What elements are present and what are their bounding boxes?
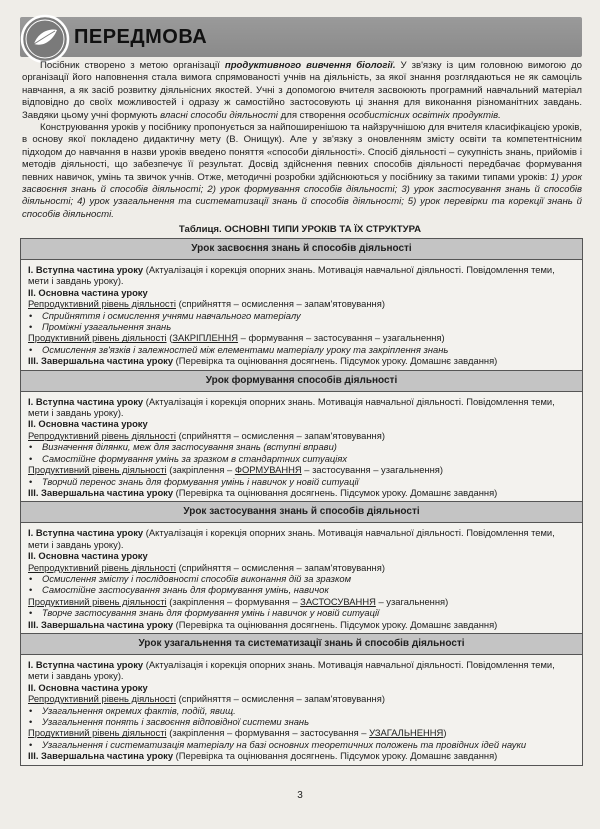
- part3-text: (Перевірка та оцінювання досягнень. Підсумок уроку. Домашнє завдання): [173, 750, 498, 762]
- part1-text: (Актуалізація і корекція опорних знань. Мотивація навчальної діяльності. Повідомлення теми, мети і завдань уроку).: [28, 395, 555, 419]
- section-body: [21, 260, 582, 370]
- prod-text: (закріплення –: [166, 464, 235, 476]
- repro-label: Репродуктивний рівень діяльності: [28, 429, 176, 441]
- list-item: • Узагальнення і систематизація матеріалу на базі основних теоретичних положень та провідних ідей науки: [28, 739, 575, 750]
- part3-row: [28, 487, 575, 498]
- part3-text: (Перевірка та оцінювання досягнень. Підсумок уроку. Домашнє завдання): [173, 486, 498, 498]
- table-caption: Таблиця. ОСНОВНІ ТИПИ УРОКІВ ТА ЇХ СТРУКТУРА: [178, 224, 422, 235]
- list-item: • Творче застосування знань для формування умінь і навичок у новій ситуації: [28, 607, 575, 618]
- list-item: • Осмислення змісту і послідовності способів виконання дій за зразком: [28, 573, 575, 584]
- text-run: для створення: [277, 109, 349, 121]
- part1-row: [28, 264, 575, 287]
- list-item: • Творчий перенос знань для формування умінь і навичок у новій ситуації: [28, 476, 575, 487]
- part1-label: I. Вступна частина уроку: [28, 264, 144, 275]
- text-run-emphasis: 1) урок засвоєння знань й способів діяльності; 2) урок формування способів діяльності; 3) урок застосування знань й способів діяльності; 4) урок узагальнення та систематизації знань й способів діяльності; 5) урок перевірки та корекції знань й способів діяльності.: [22, 171, 582, 220]
- prod-emphasis: ЗАКРІПЛЕННЯ: [172, 332, 239, 344]
- part1-label: I. Вступна частина уроку: [28, 527, 144, 539]
- part1-row: [28, 659, 575, 682]
- part2-label: II. Основна частина уроку: [28, 418, 148, 430]
- repro-row: [28, 298, 575, 309]
- list-item: • Сприйняття і осмислення учнями навчального матеріалу: [28, 310, 575, 321]
- text-run-emphasis: особистісних освітніх продуктів.: [348, 109, 501, 121]
- intro-paragraph: [22, 60, 582, 122]
- list-item: • Узагальнення понять і засвоєння відповідної системи знань: [28, 716, 575, 727]
- part3-row: [28, 355, 575, 366]
- part1-row: [28, 527, 575, 550]
- prod-text: (закріплення – формування –: [166, 595, 301, 607]
- prod-label: Продуктивний рівень діяльності: [28, 595, 167, 607]
- prod-label: Продуктивний рівень діяльності: [28, 464, 167, 476]
- section-header: Урок застосування знань й способів діяльності: [21, 501, 582, 523]
- text-run-emphasis: продуктивного вивчення біології.: [224, 60, 396, 71]
- text-run: Посібник створено з метою організації: [40, 60, 225, 71]
- repro-row: [28, 693, 575, 704]
- repro-text: (сприйняття – осмислення – запам'ятовування): [175, 429, 385, 441]
- prod-text: (: [166, 332, 173, 344]
- prod-emphasis: ФОРМУВАННЯ: [234, 464, 302, 476]
- prod-label: Продуктивний рівень діяльності: [28, 332, 167, 344]
- part2-label: II. Основна частина уроку: [28, 286, 148, 298]
- prod-row: [28, 596, 575, 607]
- page-number: 3: [297, 790, 303, 801]
- list-item: • Самостійне застосування знань для формування умінь, навичок: [28, 584, 575, 595]
- list-item: • Визначення ділянки, меж для застосування знань (вступні вправи): [28, 441, 575, 452]
- prod-row: [28, 727, 575, 738]
- repro-text: (сприйняття – осмислення – запам'ятовування): [175, 298, 385, 310]
- prod-text: – узагальнення): [375, 595, 449, 607]
- list-item: • Осмислення зв'язків і залежностей між елементами матеріалу уроку та закріплення знань: [28, 344, 575, 355]
- prod-emphasis: УЗАГАЛЬНЕННЯ: [369, 727, 444, 739]
- prod-text: ): [443, 727, 447, 739]
- prod-emphasis: ЗАСТОСУВАННЯ: [300, 595, 376, 607]
- part1-label: I. Вступна частина уроку: [28, 395, 144, 407]
- repro-label: Репродуктивний рівень діяльності: [28, 561, 176, 573]
- part1-row: [28, 396, 575, 419]
- list-item: • Самостійне формування умінь за зразком в стандартних ситуаціях: [28, 453, 575, 464]
- part2-label: II. Основна частина уроку: [28, 681, 148, 693]
- part3-row: [28, 750, 575, 761]
- prod-text: – застосування – узагальнення): [301, 464, 443, 476]
- part3-row: [28, 619, 575, 630]
- prod-row: [28, 332, 575, 343]
- repro-label: Репродуктивний рівень діяльності: [28, 693, 176, 705]
- prod-text: (закріплення – формування – застосування –: [166, 727, 370, 739]
- repro-text: (сприйняття – осмислення – запам'ятовування): [175, 693, 385, 705]
- intro-paragraph: [22, 122, 582, 221]
- section-header: Урок формування способів діяльності: [21, 370, 582, 392]
- section-header: Урок засвоєння знань й способів діяльності: [21, 239, 582, 260]
- leaf-logo-icon: [20, 14, 70, 64]
- repro-label: Репродуктивний рівень діяльності: [28, 298, 176, 310]
- repro-text: (сприйняття – осмислення – запам'ятовування): [175, 561, 385, 573]
- part3-label: III. Завершальна частина уроку: [28, 750, 174, 762]
- part3-label: III. Завершальна частина уроку: [28, 355, 174, 367]
- prod-text: – формування – застосування – узагальнення): [238, 332, 445, 344]
- repro-row: [28, 430, 575, 441]
- part1-label: I. Вступна частина уроку: [28, 658, 144, 670]
- part3-label: III. Завершальна частина уроку: [28, 486, 174, 498]
- text-run: У зв'язку із цим головною вимогою до організації його наповнення стала вимога спрямованості учнів на діяльність, за якої знання розглядаються не як самоціль навчання, а як засіб розвитку діяльнісних якостей. Учні з допомогою вчителя засвоюють програмний навчальний матеріал відповідно до своїх можливостей і одразу ж самостійно застосовують ці знання для виконання різноманітних завдань. Завдяки цьому учні формують: [22, 60, 583, 121]
- lesson-types-table: [20, 238, 583, 766]
- text-run-emphasis: власні способи діяльності: [160, 109, 278, 121]
- part1-text: (Актуалізація і корекція опорних знань. Мотивація навчальної діяльності. Повідомлення теми, мети і завдань уроку).: [28, 264, 555, 287]
- page-title: ПЕРЕДМОВА: [74, 26, 208, 48]
- part2-label: II. Основна частина уроку: [28, 550, 148, 562]
- prod-row: [28, 464, 575, 475]
- section-body: [21, 655, 582, 765]
- list-item: • Проміжні узагальнення знань: [28, 321, 575, 332]
- list-item: • Узагальнення окремих фактів, подій, явищ.: [28, 705, 575, 716]
- prod-label: Продуктивний рівень діяльності: [28, 727, 167, 739]
- repro-row: [28, 562, 575, 573]
- text-run: Конструювання уроків у посібнику пропонується за найпоширенішою та найзручнішою для вчителя класифікацією уроків, в основу якої покладено дидактичну мету (В. Онищук). Але у зв'язку з оновленням змісту освіти та компетентнісним підходом до навчання в назви уроків введено поняття «способи діяльності». Спосіб діяльності – сукупність знань, прийомів і методів діяльності, що забезпечує її результат. Досвід здійснення певних способів діяльності передбачає формування певних навичок, умінь та звичок учнів. Отже, методичні розробки здійснюються у посібнику за такими типами уроків:: [22, 122, 582, 183]
- part3-text: (Перевірка та оцінювання досягнень. Підсумок уроку. Домашнє завдання): [173, 618, 498, 630]
- section-body: [21, 523, 582, 633]
- section-body: [21, 392, 582, 502]
- part1-text: (Актуалізація і корекція опорних знань. Мотивація навчальної діяльності. Повідомлення теми, мети і завдань уроку).: [28, 527, 555, 550]
- part3-text: (Перевірка та оцінювання досягнень. Підсумок уроку. Домашнє завдання): [173, 355, 498, 367]
- part3-label: III. Завершальна частина уроку: [28, 618, 174, 630]
- intro-text: [22, 60, 582, 221]
- part1-text: (Актуалізація і корекція опорних знань. Мотивація навчальної діяльності. Повідомлення теми, мети і завдань уроку).: [28, 658, 555, 682]
- section-header: Урок узагальнення та систематизації знань й способів діяльності: [21, 633, 582, 655]
